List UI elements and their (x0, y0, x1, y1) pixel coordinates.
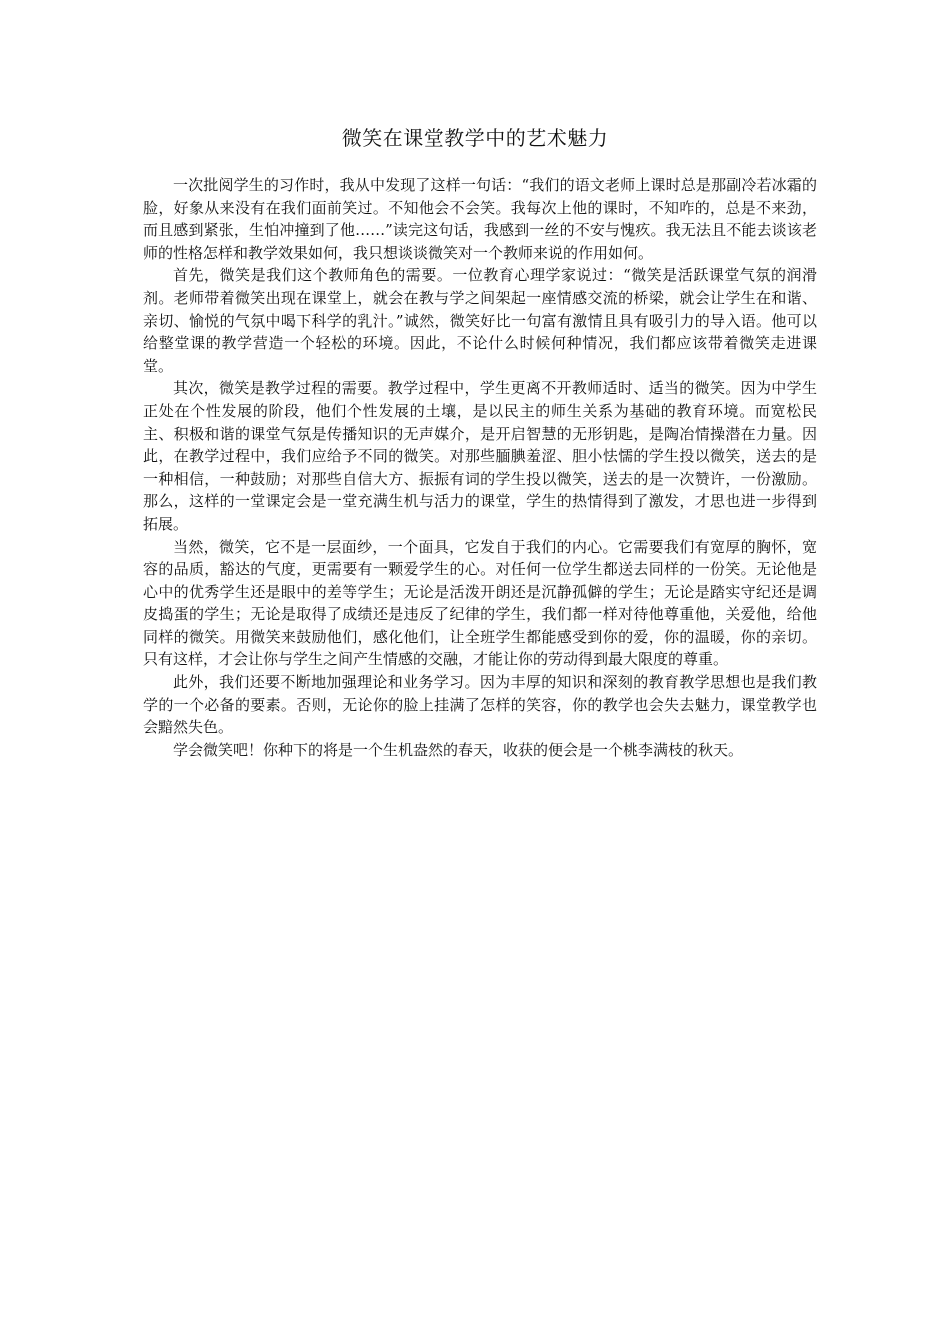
paragraph: 其次，微笑是教学过程的需要。教学过程中，学生更离不开教师适时、适当的微笑。因为中学生正处在个性发展的阶段，他们个性发展的土壤，是以民主的师生关系为基础的教育环境。而宽松民主、积极和谐的课堂气氛是传播知识的无声媒介，是开启智慧的无形钥匙，是陶冶情操潜在力量。因此，在教学过程中，我们应给予不同的微笑。对那些腼腆羞涩、胆小怯懦的学生投以微笑，送去的是一种相信，一种鼓励；对那些自信大方、振振有词的学生投以微笑，送去的是一次赞许，一份激励。那么，这样的一堂课定会是一堂充满生机与活力的课堂，学生的热情得到了激发，才思也进一步得到拓展。 (143, 379, 817, 533)
paragraph: 当然，微笑，它不是一层面纱，一个面具，它发自于我们的内心。它需要我们有宽厚的胸怀，宽容的品质，豁达的气度，更需要有一颗爱学生的心。对任何一位学生都送去同样的一份笑。无论他是心中的优秀学生还是眼中的差等学生；无论是活泼开朗还是沉静孤僻的学生；无论是踏实守纪还是调皮捣蛋的学生；无论是取得了成绩还是违反了纪律的学生，我们都一样对待他尊重他，关爱他，给他同样的微笑。用微笑来鼓励他们，感化他们，让全班学生都能感受到你的爱，你的温暖，你的亲切。只有这样，才会让你与学生之间产生情感的交融，才能让你的劳动得到最大限度的尊重。 (143, 537, 817, 669)
document-title: 微笑在课堂教学中的艺术魅力 (341, 126, 609, 150)
paragraph: 学会微笑吧！你种下的将是一个生机盎然的春天，收获的便会是一个桃李满枝的秋天。 (173, 740, 744, 759)
paragraph: 一次批阅学生的习作时，我从中发现了这样一句话：“我们的语文老师上课时总是那副冷若冰霜的脸，好象从来没有在我们面前笑过。不知他会不会笑。我每次上他的课时，不知咋的，总是不来劲，而且感到紧张，生怕冲撞到了他……”读完这句话，我感到一丝的不安与愧疚。我无法且不能去谈该老师的性格怎样和教学效果如何，我只想谈谈微笑对一个教师来说的作用如何。 (143, 176, 817, 262)
paragraph: 此外，我们还要不断地加强理论和业务学习。因为丰厚的知识和深刻的教育教学思想也是我们教学的一个必备的要素。否则，无论你的脸上挂满了怎样的笑容，你的教学也会失去魅力，课堂教学也会黯然失色。 (143, 673, 817, 737)
document-body (143, 174, 817, 761)
paragraph: 首先，微笑是我们这个教师角色的需要。一位教育心理学家说过：“微笑是活跃课堂气氛的润滑剂。老师带着微笑出现在课堂上，就会在教与学之间架起一座情感交流的桥梁，就会让学生在和谐、亲切、愉悦的气氛中喝下科学的乳汁。”诚然，微笑好比一句富有激情且具有吸引力的导入语。他可以给整堂课的教学营造一个轻松的环境。因此，不论什么时候何种情况，我们都应该带着微笑走进课堂。 (143, 266, 817, 375)
